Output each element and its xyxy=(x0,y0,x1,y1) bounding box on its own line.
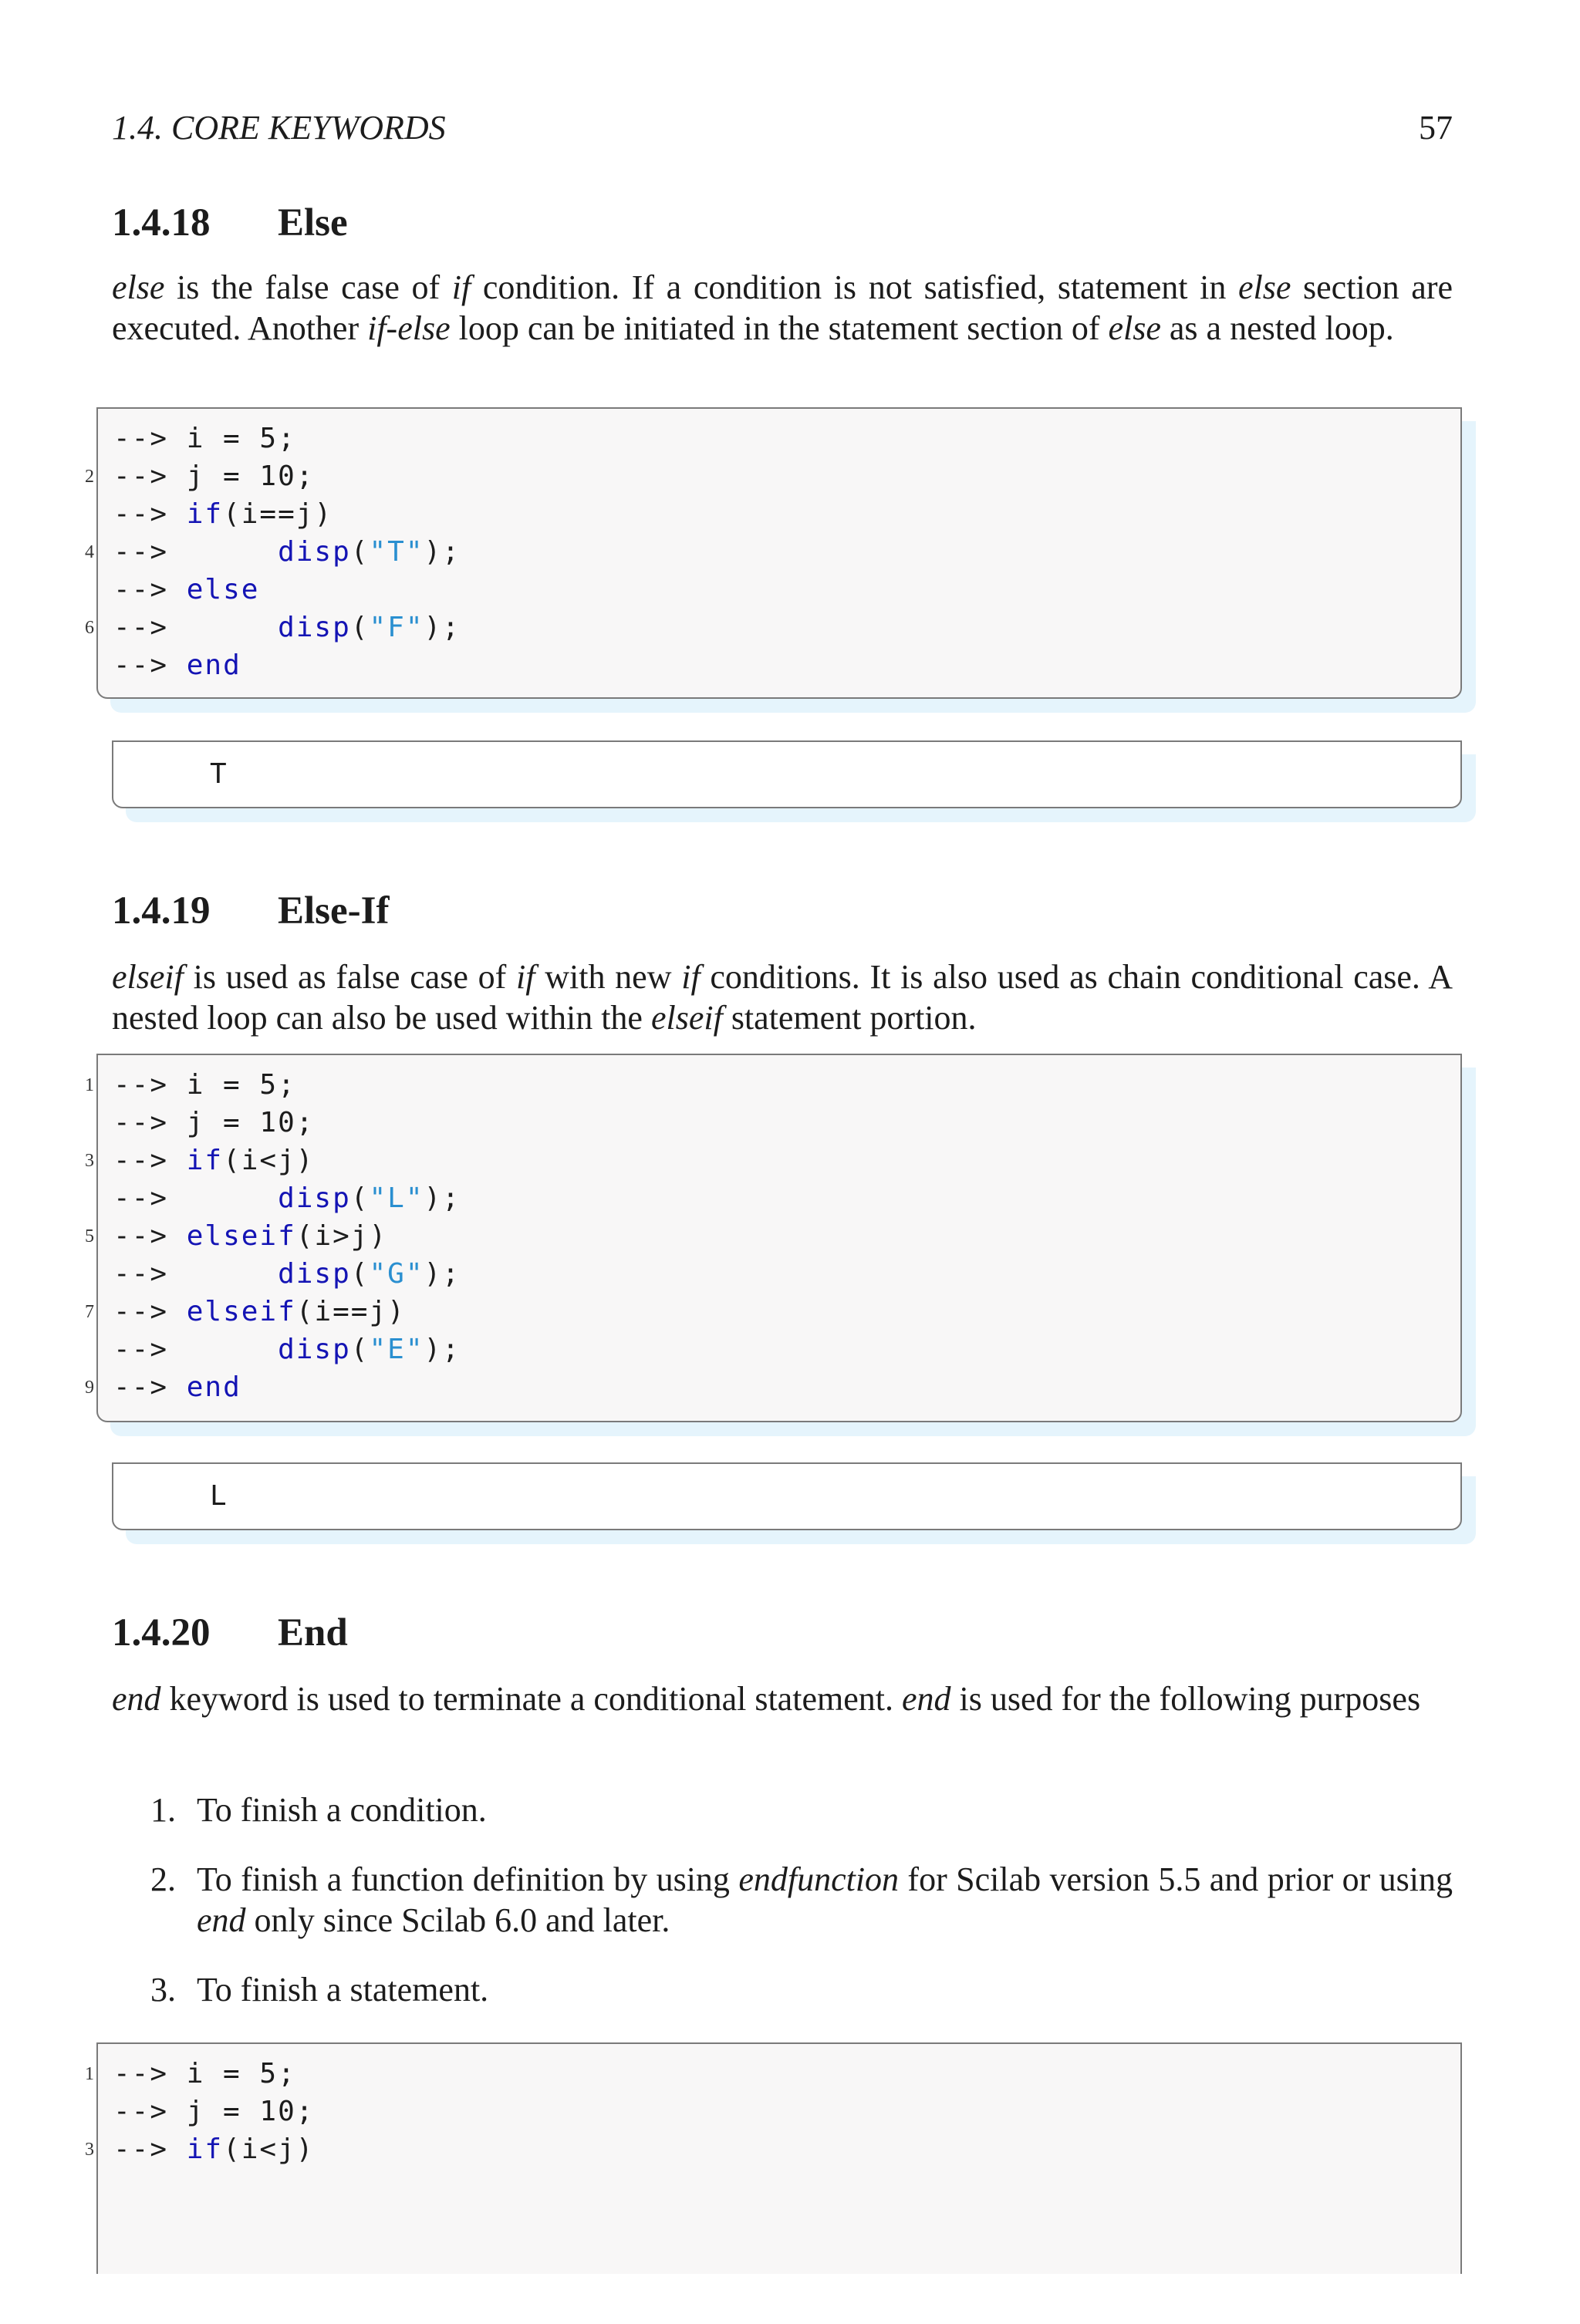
console-prompt: --> xyxy=(113,1182,169,1214)
console-prompt: --> xyxy=(113,1334,169,1365)
code-string: "T" xyxy=(369,536,424,568)
code-keyword: disp xyxy=(278,612,351,643)
code-whitespace xyxy=(168,649,187,681)
section-number: 1.4.18 xyxy=(112,201,211,245)
code-text: (i>j) xyxy=(295,1220,388,1252)
console-prompt: --> xyxy=(113,1258,169,1290)
console-prompt: --> xyxy=(113,1371,169,1403)
code-whitespace xyxy=(168,574,187,605)
code-whitespace xyxy=(168,1258,278,1290)
code-string: "F" xyxy=(369,612,424,643)
code-text: ); xyxy=(424,612,461,643)
output-text: T xyxy=(210,758,227,790)
code-keyword: disp xyxy=(278,1334,351,1365)
code-listing xyxy=(96,1054,1462,1422)
code-text: j = 10; xyxy=(168,1107,315,1138)
code-line xyxy=(113,533,461,571)
inline-keyword: if xyxy=(451,268,471,306)
paragraph-text: is used for the following purposes xyxy=(950,1680,1421,1718)
console-prompt: --> xyxy=(113,649,169,681)
code-text: ); xyxy=(424,536,461,568)
console-prompt: --> xyxy=(113,612,169,643)
code-keyword: if xyxy=(186,1145,224,1176)
code-listing xyxy=(96,407,1462,699)
inline-keyword: else xyxy=(1108,309,1161,347)
list-item-text xyxy=(197,1969,1453,2010)
inline-keyword: if xyxy=(681,958,701,996)
section-heading-else xyxy=(112,197,348,248)
code-whitespace xyxy=(168,1371,187,1403)
line-number: 7 xyxy=(85,1302,94,1322)
code-text: (i==j) xyxy=(295,1296,406,1327)
console-prompt: --> xyxy=(113,1145,169,1176)
line-number: 3 xyxy=(85,2140,94,2160)
code-listing xyxy=(96,2042,1462,2274)
code-line xyxy=(113,2055,296,2093)
code-text: ( xyxy=(350,1182,370,1214)
code-text: i = 5; xyxy=(168,423,296,454)
code-text: ); xyxy=(424,1258,461,1290)
code-text: ); xyxy=(424,1334,461,1365)
inline-keyword: elseif xyxy=(650,999,723,1037)
line-number: 1 xyxy=(85,1075,94,1095)
code-keyword: end xyxy=(186,649,241,681)
code-keyword: if xyxy=(186,2133,224,2165)
inline-keyword: endfunction xyxy=(738,1860,900,1898)
line-number: 9 xyxy=(85,1378,94,1398)
list-text: To finish a statement. xyxy=(197,1971,489,2009)
code-text: ( xyxy=(350,612,370,643)
section-number: 1.4.20 xyxy=(112,1611,211,1654)
code-line xyxy=(113,1142,314,1179)
inline-keyword: else xyxy=(1237,268,1291,306)
inline-keyword: elseif xyxy=(112,958,184,996)
code-whitespace xyxy=(168,1145,187,1176)
code-line xyxy=(113,457,314,495)
console-output xyxy=(112,1462,1462,1530)
code-keyword: disp xyxy=(278,1182,351,1214)
code-line xyxy=(113,1255,461,1293)
code-whitespace xyxy=(168,498,187,530)
console-prompt: --> xyxy=(113,536,169,568)
code-text: ( xyxy=(350,1258,370,1290)
paragraph-text: conditions. It is also used as chain conditional case. A nested loop can also be used within the xyxy=(112,958,1453,1037)
line-number: 5 xyxy=(85,1226,94,1246)
paragraph-text: is the false case of xyxy=(164,268,452,306)
section-paragraph xyxy=(112,956,1453,1038)
console-prompt: --> xyxy=(113,1220,169,1252)
code-keyword: end xyxy=(186,1371,241,1403)
paragraph-text: statement portion. xyxy=(722,999,977,1037)
code-line xyxy=(113,571,259,609)
list-marker: 1. xyxy=(150,1791,176,1829)
line-number: 6 xyxy=(85,618,94,638)
line-number: 1 xyxy=(85,2064,94,2084)
code-text: j = 10; xyxy=(168,2096,315,2127)
code-text: ( xyxy=(350,1334,370,1365)
console-prompt: --> xyxy=(113,498,169,530)
output-text: L xyxy=(210,1480,227,1512)
paragraph-text: with new xyxy=(535,958,682,996)
code-line xyxy=(113,2130,314,2168)
code-line xyxy=(113,495,333,533)
running-header xyxy=(112,106,1453,150)
code-whitespace xyxy=(168,1334,278,1365)
list-item-text xyxy=(197,1859,1453,1941)
list-marker: 3. xyxy=(150,1971,176,2009)
paragraph-text: keyword is used to terminate a conditional statement. xyxy=(160,1680,902,1718)
paragraph-text: section are executed. Another xyxy=(112,268,1453,347)
code-text: ); xyxy=(424,1182,461,1214)
code-text: (i<j) xyxy=(223,2133,315,2165)
code-keyword: elseif xyxy=(186,1220,296,1252)
code-line xyxy=(113,1293,406,1331)
code-whitespace xyxy=(168,612,278,643)
paragraph-text: condition. If a condition is not satisfied, statement in xyxy=(471,268,1238,306)
code-keyword: elseif xyxy=(186,1296,296,1327)
code-string: "L" xyxy=(369,1182,424,1214)
code-keyword: disp xyxy=(278,536,351,568)
code-whitespace xyxy=(168,536,278,568)
code-line xyxy=(113,1331,461,1368)
inline-keyword: end xyxy=(901,1680,951,1718)
section-paragraph xyxy=(112,1678,1453,1719)
section-heading-end xyxy=(112,1607,348,1658)
code-keyword: disp xyxy=(278,1258,351,1290)
console-prompt: --> xyxy=(113,2133,169,2165)
console-prompt: --> xyxy=(113,1069,169,1101)
code-line xyxy=(113,1066,296,1104)
console-prompt: --> xyxy=(113,2058,169,2090)
console-prompt: --> xyxy=(113,423,169,454)
paragraph-text: as a nested loop. xyxy=(1160,309,1394,347)
list-text: To finish a function definition by using xyxy=(197,1860,739,1898)
code-keyword: else xyxy=(186,574,260,605)
code-whitespace xyxy=(168,1220,187,1252)
code-line xyxy=(113,646,241,684)
line-number: 4 xyxy=(85,542,94,562)
code-text: (i<j) xyxy=(223,1145,315,1176)
code-line xyxy=(113,420,296,457)
list-marker: 2. xyxy=(150,1860,176,1898)
code-text: i = 5; xyxy=(168,1069,296,1101)
section-title: Else xyxy=(278,201,348,245)
code-text: j = 10; xyxy=(168,460,315,492)
code-text: (i==j) xyxy=(223,498,333,530)
console-output xyxy=(112,740,1462,808)
code-line xyxy=(113,609,461,646)
list-text: only since Scilab 6.0 and later. xyxy=(245,1901,670,1939)
console-prompt: --> xyxy=(113,574,169,605)
paragraph-text: is used as false case of xyxy=(183,958,517,996)
inline-keyword: else xyxy=(112,268,165,306)
line-number: 2 xyxy=(85,467,94,487)
list-text: for Scilab version 5.5 and prior or using xyxy=(899,1860,1453,1898)
code-string: "G" xyxy=(369,1258,424,1290)
section-paragraph xyxy=(112,267,1453,349)
line-number: 3 xyxy=(85,1151,94,1171)
code-line xyxy=(113,2093,314,2130)
console-prompt: --> xyxy=(113,460,169,492)
code-line xyxy=(113,1368,241,1406)
inline-keyword: end xyxy=(112,1680,161,1718)
console-prompt: --> xyxy=(113,2096,169,2127)
running-title: 1.4. CORE KEYWORDS xyxy=(112,109,446,147)
section-title: End xyxy=(278,1611,348,1654)
page-number: 57 xyxy=(1419,109,1453,147)
code-whitespace xyxy=(168,2133,187,2165)
section-title: Else-If xyxy=(278,889,390,933)
section-number: 1.4.19 xyxy=(112,889,211,933)
section-heading-else-if xyxy=(112,885,389,936)
code-text: ( xyxy=(350,536,370,568)
code-text: i = 5; xyxy=(168,2058,296,2090)
list-item-text xyxy=(197,1789,1453,1830)
code-whitespace xyxy=(168,1296,187,1327)
inline-keyword: if-else xyxy=(367,309,451,347)
code-line xyxy=(113,1179,461,1217)
code-line xyxy=(113,1104,314,1142)
code-string: "E" xyxy=(369,1334,424,1365)
code-line xyxy=(113,1217,387,1255)
console-prompt: --> xyxy=(113,1296,169,1327)
inline-keyword: end xyxy=(197,1901,246,1939)
paragraph-text: loop can be initiated in the statement section of xyxy=(450,309,1109,347)
code-keyword: if xyxy=(186,498,224,530)
inline-keyword: if xyxy=(516,958,535,996)
code-whitespace xyxy=(168,1182,278,1214)
console-prompt: --> xyxy=(113,1107,169,1138)
list-text: To finish a condition. xyxy=(197,1791,487,1829)
